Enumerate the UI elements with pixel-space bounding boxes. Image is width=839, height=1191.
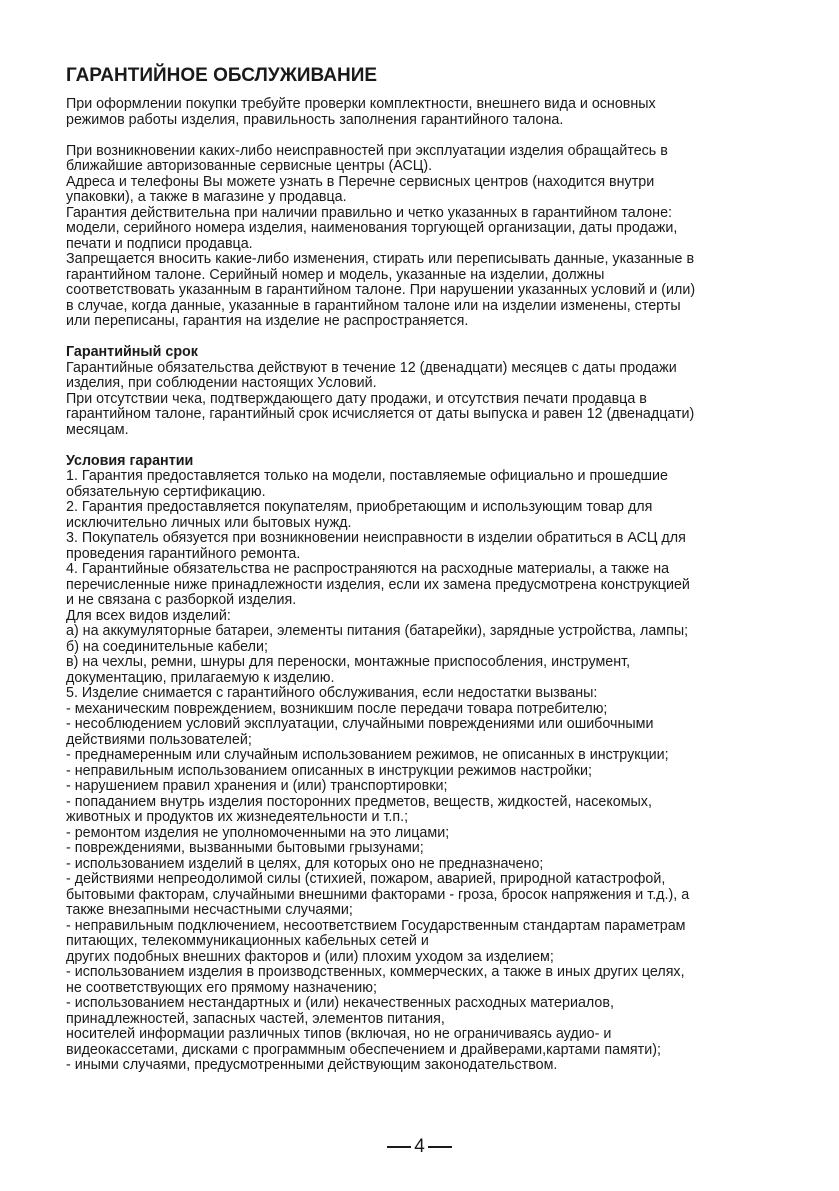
text-line: 2. Гарантия предоставляется покупателям, приобретающим и использующим товар для bbox=[66, 499, 653, 515]
text-line: - использованием изделия в производственных, коммерческих, а также в иных других целях, bbox=[66, 964, 685, 980]
warranty-period-section bbox=[66, 345, 781, 438]
intro-paragraph bbox=[66, 97, 781, 128]
text-line: видеокассетами, дисками с программным обеспечением и драйверами,картами памяти); bbox=[66, 1041, 661, 1058]
text-line: проведения гарантийного ремонта. bbox=[66, 545, 301, 562]
text-line: 1. Гарантия предоставляется только на модели, поставляемые официально и прошедшие bbox=[66, 468, 668, 484]
text-line: - повреждениями, вызванными бытовыми грызунами; bbox=[66, 840, 424, 856]
text-line: 3. Покупатель обязуется при возникновении неисправности в изделии обратиться в АСЦ для bbox=[66, 530, 686, 546]
text-line: - несоблюдением условий эксплуатации, случайными повреждениями или ошибочными bbox=[66, 716, 654, 732]
text-line: ближайшие авторизованные сервисные центры (АСЦ). bbox=[66, 158, 433, 174]
text-line: режимов работы изделия, правильность заполнения гарантийного талона. bbox=[66, 111, 564, 128]
text-line: - попаданием внутрь изделия посторонних предметов, веществ, жидкостей, насекомых, bbox=[66, 793, 652, 810]
text-line: - неправильным подключением, несоответствием Государственным стандартам параметрам bbox=[66, 917, 686, 934]
page-number: 4 bbox=[414, 1136, 425, 1157]
dash-right bbox=[428, 1146, 452, 1147]
text-line: Гарантийные обязательства действуют в течение 12 (двенадцати) месяцев с даты продажи bbox=[66, 359, 677, 376]
conditions-section bbox=[66, 454, 781, 1074]
text-line: упаковки), а также в магазине у продавца. bbox=[66, 189, 347, 205]
text-line: - иными случаями, предусмотренными действующим законодательством. bbox=[66, 1057, 558, 1073]
text-line: - механическим повреждением, возникшим после передачи товара потребителю; bbox=[66, 700, 608, 717]
text-line: действиями пользователей; bbox=[66, 731, 252, 748]
general-paragraph bbox=[66, 144, 781, 330]
text-line: документацию, прилагаемую к изделию. bbox=[66, 669, 335, 686]
document-page bbox=[66, 64, 781, 1074]
text-line: не соответствующих его прямому назначению; bbox=[66, 979, 377, 996]
text-line: носителей информации различных типов (включая, но не ограничиваясь аудио- и bbox=[66, 1026, 612, 1042]
text-line: 5. Изделие снимается с гарантийного обслуживания, если недостатки вызваны: bbox=[66, 685, 598, 701]
text-line: б) на соединительные кабели; bbox=[66, 638, 268, 655]
text-line: соответствовать указанным в гарантийном талоне. При нарушении указанных условий и (или) bbox=[66, 282, 696, 298]
text-line: перечисленные ниже принадлежности изделия, если их замена предусмотрена конструкцией bbox=[66, 576, 690, 593]
section-heading: Условия гарантии bbox=[66, 452, 194, 469]
text-line: модели, серийного номера изделия, наименования торгующей организации, даты продажи, bbox=[66, 220, 678, 236]
text-line: гарантийном талоне. Серийный номер и модель, указанные на изделии, должны bbox=[66, 266, 605, 283]
text-line: других подобных внешних факторов и (или) плохим уходом за изделием; bbox=[66, 948, 554, 965]
text-line: Гарантия действительна при наличии правильно и четко указанных в гарантийном талоне: bbox=[66, 204, 672, 221]
text-line: исключительно личных или бытовых нужд. bbox=[66, 514, 352, 531]
text-line: обязательную сертификацию. bbox=[66, 483, 266, 500]
dash-left bbox=[387, 1146, 411, 1147]
text-line: При оформлении покупки требуйте проверки комплектности, внешнего вида и основных bbox=[66, 96, 656, 112]
text-line: Для всех видов изделий: bbox=[66, 607, 231, 624]
text-line: в) на чехлы, ремни, шнуры для переноски, монтажные приспособления, инструмент, bbox=[66, 654, 631, 670]
text-line: 4. Гарантийные обязательства не распространяются на расходные материалы, а также на bbox=[66, 561, 670, 577]
text-line: животных и продуктов их жизнедеятельности и т.п.; bbox=[66, 809, 409, 825]
text-line: При возникновении каких-либо неисправностей при эксплуатации изделия обращайтесь в bbox=[66, 142, 668, 159]
text-line: - ремонтом изделия не уполномоченными на это лицами; bbox=[66, 824, 450, 841]
text-line: - использованием нестандартных и (или) некачественных расходных материалов, bbox=[66, 995, 614, 1011]
text-line: Адреса и телефоны Вы можете узнать в Перечне сервисных центров (находится внутри bbox=[66, 173, 655, 190]
text-line: а) на аккумуляторные батареи, элементы питания (батарейки), зарядные устройства, лампы; bbox=[66, 623, 689, 639]
text-line: в случае, когда данные, указанные в гарантийном талоне или на изделии изменены, стерты bbox=[66, 297, 681, 314]
text-line: питающих, телекоммуникационных кабельных сетей и bbox=[66, 933, 429, 949]
text-line: месяцам. bbox=[66, 421, 129, 438]
text-line: Запрещается вносить какие-либо изменения, стирать или переписывать данные, указанные в bbox=[66, 251, 695, 267]
text-line: гарантийном талоне, гарантийный срок исчисляется от даты выпуска и равен 12 (двенадцати) bbox=[66, 406, 695, 422]
page-footer bbox=[0, 1136, 839, 1158]
text-line: бытовыми факторам, случайными внешними факторами - гроза, бросок напряжения и т.д.), а bbox=[66, 886, 690, 903]
text-line: и не связана с разборкой изделия. bbox=[66, 592, 297, 608]
text-line: изделия, при соблюдении настоящих Условий. bbox=[66, 375, 377, 391]
text-line: также внезапными несчастными случаями; bbox=[66, 902, 353, 918]
text-line: печати и подписи продавца. bbox=[66, 235, 253, 252]
page-title: ГАРАНТИЙНОЕ ОБСЛУЖИВАНИЕ bbox=[66, 65, 378, 86]
text-line: При отсутствии чека, подтверждающего дату продажи, и отсутствия печати продавца в bbox=[66, 390, 647, 407]
text-line: - преднамеренным или случайным использованием режимов, не описанных в инструкции; bbox=[66, 747, 669, 763]
text-line: - действиями непреодолимой силы (стихией, пожаром, аварией, природной катастрофой, bbox=[66, 871, 666, 887]
text-line: или переписаны, гарантия на изделие не распространяется. bbox=[66, 313, 469, 329]
text-line: - использованием изделий в целях, для которых оно не предназначено; bbox=[66, 855, 544, 872]
section-heading: Гарантийный срок bbox=[66, 344, 198, 360]
text-line: принадлежностей, запасных частей, элементов питания, bbox=[66, 1010, 445, 1027]
text-line: - неправильным использованием описанных в инструкции режимов настройки; bbox=[66, 762, 592, 779]
text-line: - нарушением правил хранения и (или) транспортировки; bbox=[66, 778, 448, 794]
